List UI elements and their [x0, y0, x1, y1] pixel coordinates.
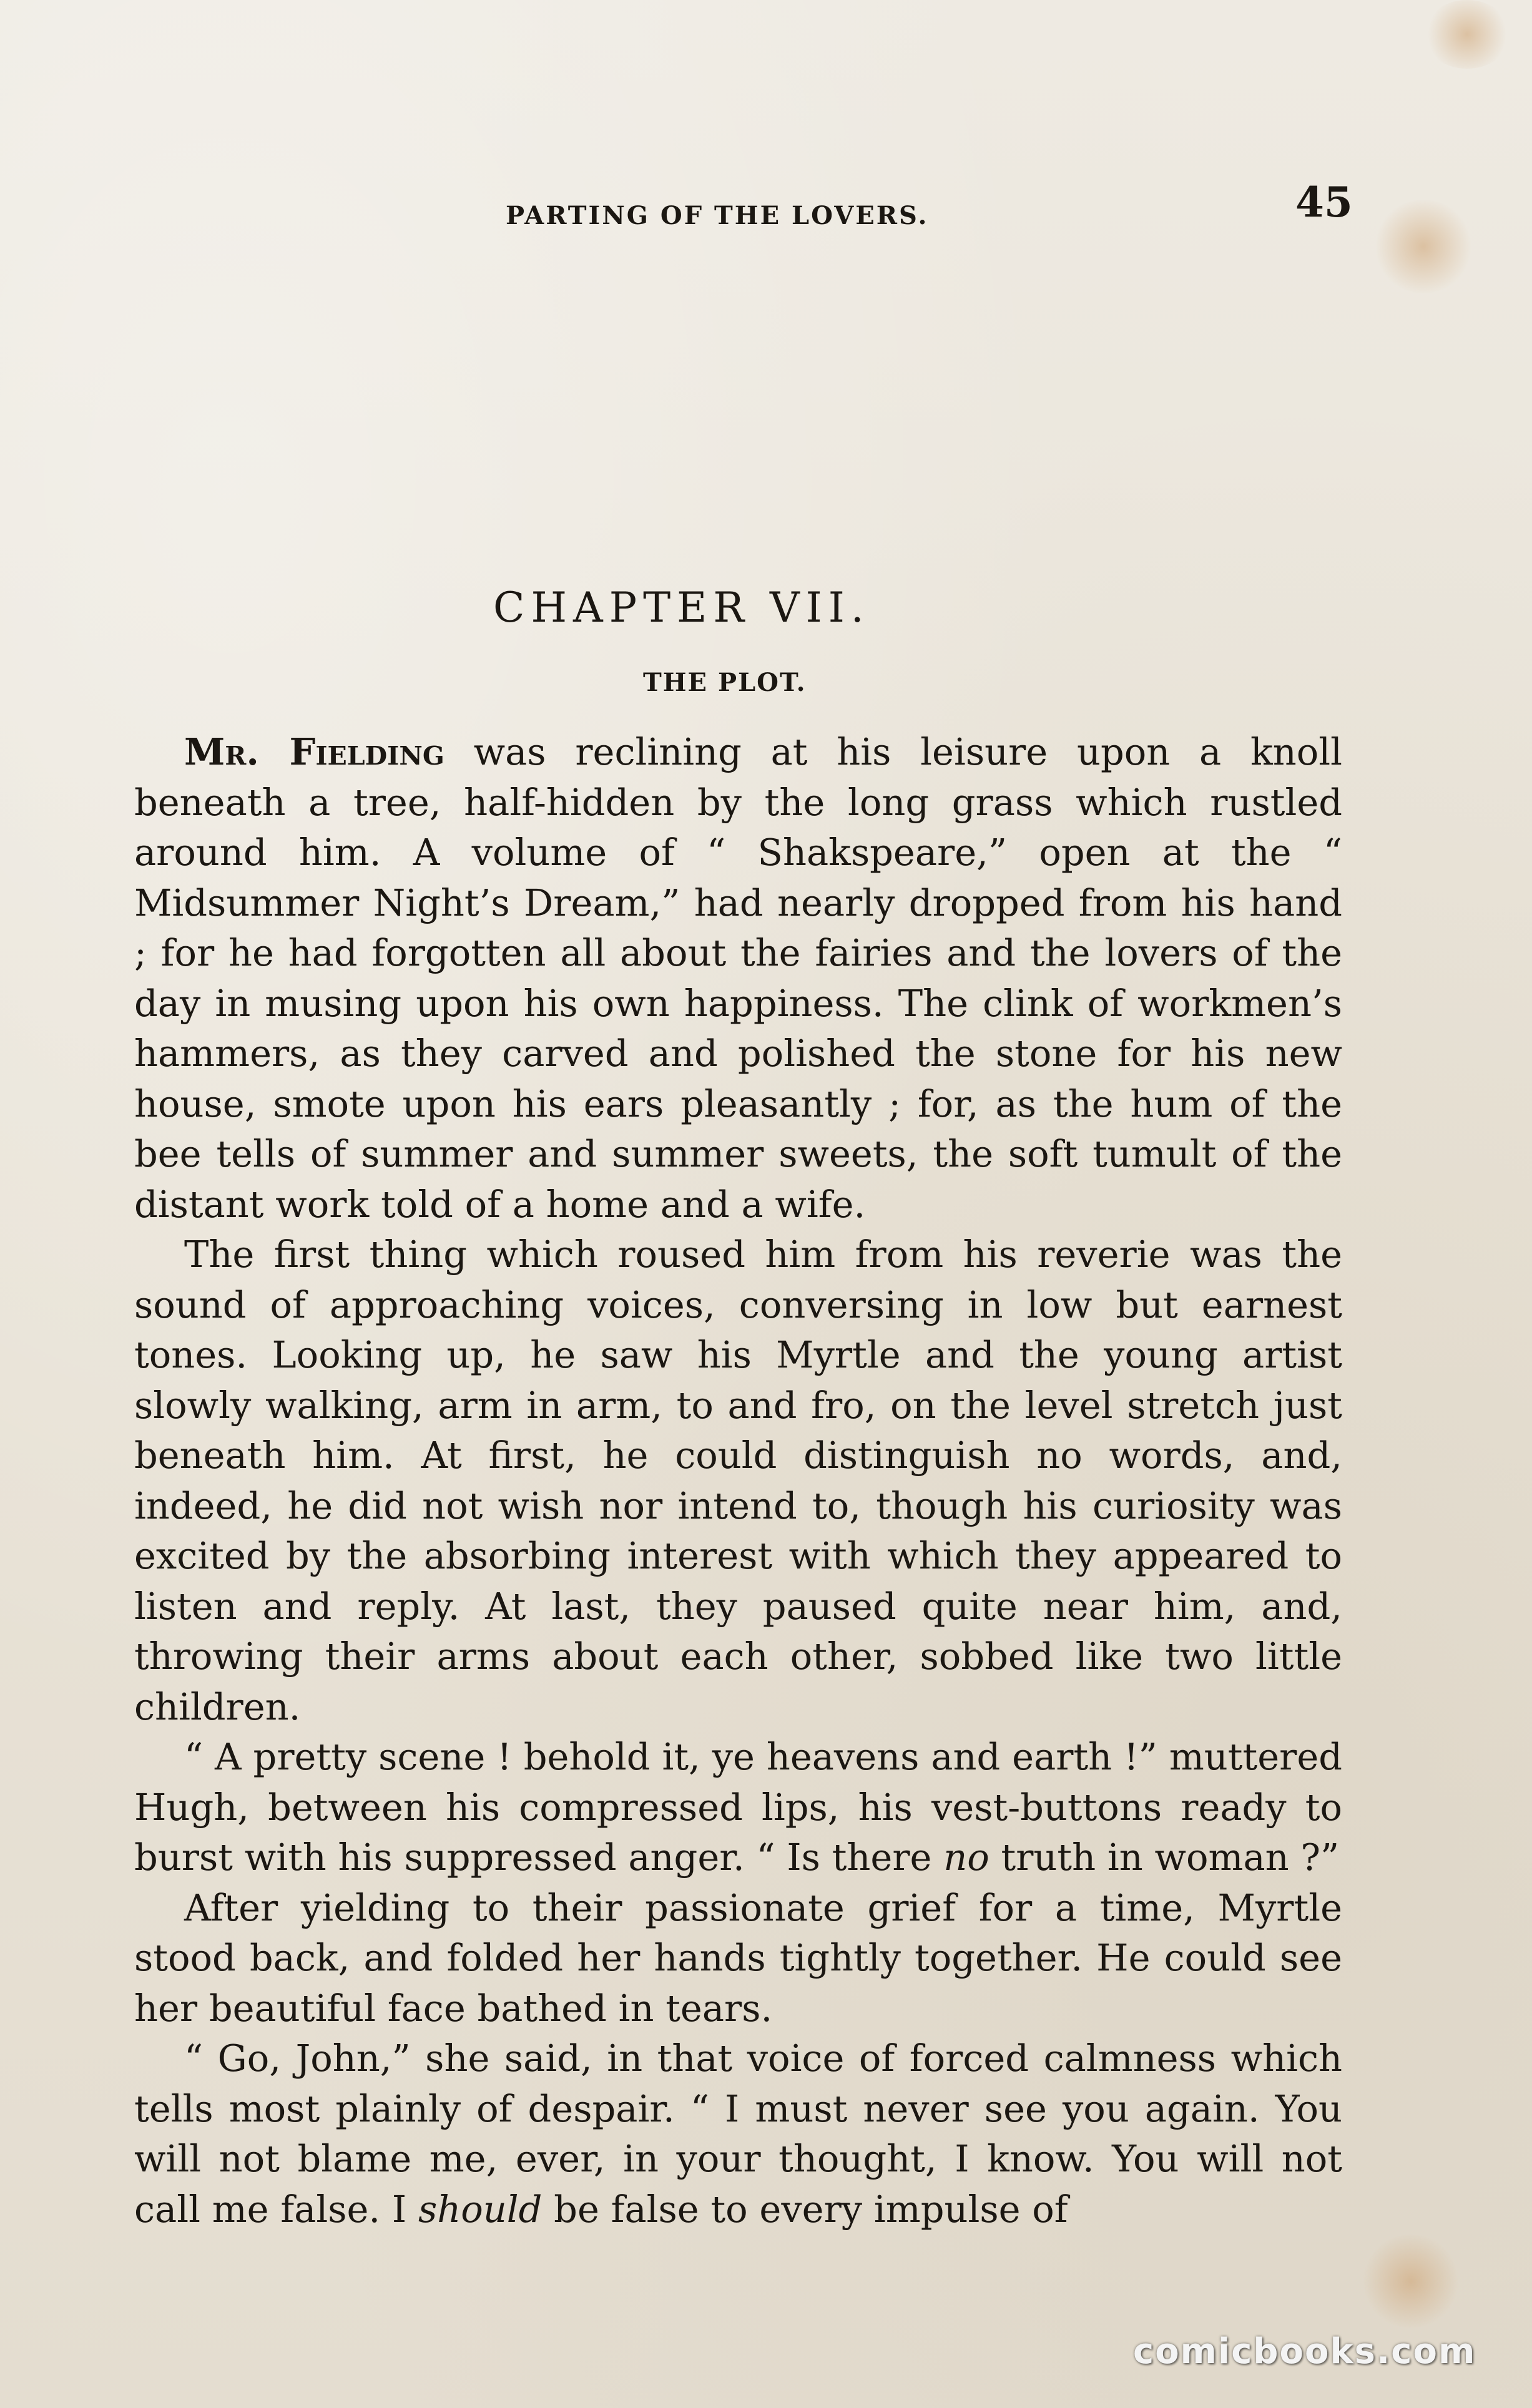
paragraph-text: truth in woman ?”: [989, 1836, 1340, 1879]
paragraph-text: The first thing which roused him from his reverie was the sound of approaching voices, conversing in low but earnest tones. Looking up, he saw his Myrtle and the young artist slowly walking, arm in arm, to and fro, on the level stretch just beneath him. At first, he could distinguish no words, and, indeed, he did not wish nor intend to, though his curiosity was excited by the absorbing interest with which they appeared to listen and reply. At last, they paused quite near him, and, throwing their arms about each other, sobbed like two little children.: [134, 1233, 1342, 1728]
paragraph: [134, 1883, 1342, 2034]
paragraph-lead-name: Mr. Fielding: [184, 730, 444, 773]
foxing-stain: [1361, 2234, 1461, 2328]
chapter-heading: CHAPTER VII.: [493, 584, 870, 632]
emphasized-word: no: [943, 1836, 989, 1879]
body-text: [134, 727, 1342, 2234]
paragraph: [134, 2034, 1342, 2234]
paragraph-text: be false to every impulse of: [542, 2187, 1068, 2231]
page-number: 45: [1295, 178, 1353, 227]
running-header-title: PARTING OF THE LOVERS.: [506, 201, 929, 230]
watermark-logo: comicbooks.com: [1133, 2331, 1476, 2372]
paragraph: [134, 1230, 1342, 1732]
paragraph-text: “ Go, John,” she said, in that voice of forced calmness which tells most plainly of despair. “ I must never see you again. You will not blame me, ever, in your thought, I know. You will not call me false. I: [134, 2037, 1342, 2231]
foxing-stain: [1373, 200, 1473, 293]
foxing-stain: [1423, 0, 1511, 69]
paragraph-text: After yielding to their passionate grief for a time, Myrtle stood back, and folded her hands tightly together. He could see her beautiful face bathed in tears.: [134, 1886, 1342, 2030]
paragraph: [134, 727, 1342, 1230]
paragraph: [134, 1732, 1342, 1883]
emphasized-word: should: [418, 2187, 543, 2231]
chapter-subtitle: THE PLOT.: [643, 668, 807, 697]
paragraph-text: was reclining at his leisure upon a knoll beneath a tree, half-hidden by the long grass which rustled around him. A volume of “ Shakspeare,” open at the “ Midsummer Night’s Dream,” had nearly dropped from his hand ; for he had forgotten all about the fairies and the lovers of the day in musing upon his own happiness. The clink of workmen’s hammers, as they carved and polished the stone for his new house, smote upon his ears pleasantly ; for, as the hum of the bee tells of summer and summer sweets, the soft tumult of the distant work told of a home and a wife.: [134, 730, 1342, 1226]
paragraph-text: “ A pretty scene ! behold it, ye heavens and earth !” muttered Hugh, between his compressed lips, his vest-buttons ready to burst with his suppressed anger. “ Is there: [134, 1735, 1342, 1879]
